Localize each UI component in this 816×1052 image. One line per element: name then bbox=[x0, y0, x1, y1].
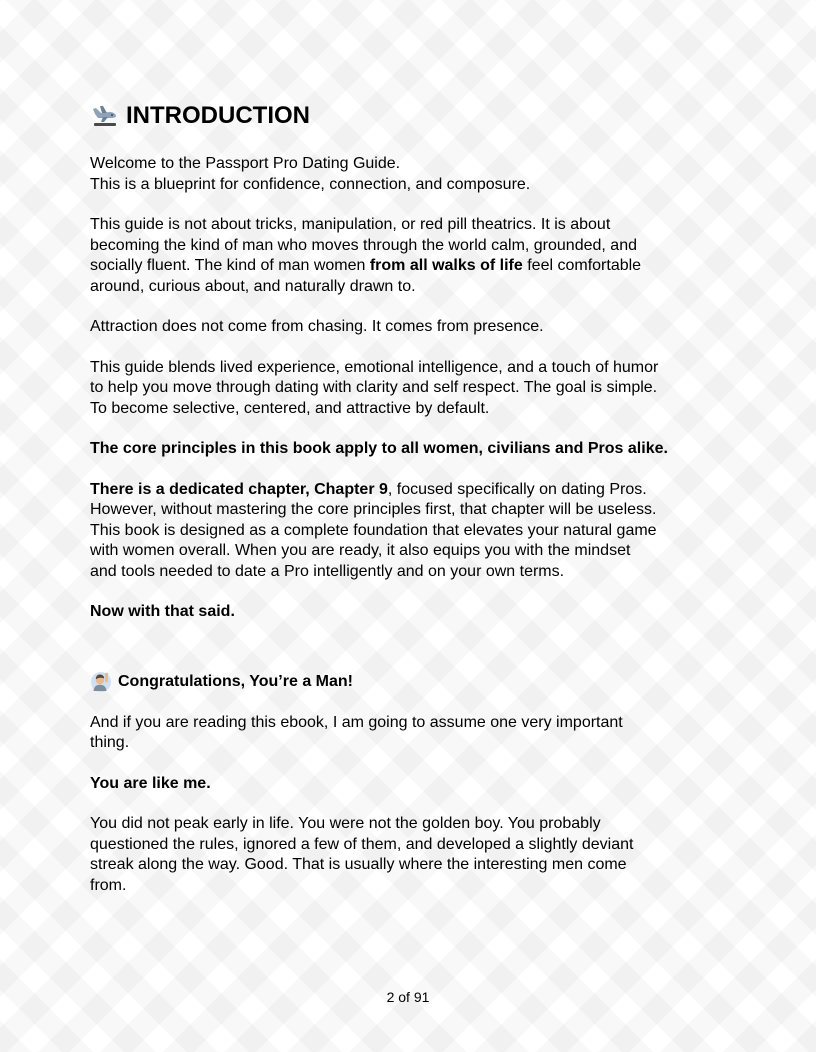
intro-paragraph-core-principles: The core principles in this book apply to all women, civilians and Pros alike. bbox=[90, 440, 668, 457]
intro-paragraph-closing: Now with that said. bbox=[90, 603, 235, 620]
chapter-title: INTRODUCTION bbox=[126, 102, 310, 129]
page-number: 2 of 91 bbox=[386, 989, 430, 1005]
section-title: Congratulations, You’re a Man! bbox=[118, 672, 353, 690]
chapter-heading bbox=[90, 100, 726, 132]
section-paragraph-like-me: You are like me. bbox=[90, 774, 211, 792]
intro-paragraph-attraction: Attraction does not come from chasing. It comes from presence. bbox=[90, 318, 544, 335]
intro-paragraph-chapter-9: There is a dedicated chapter, Chapter 9, focused specifically on dating Pros. However, without mastering the core principles first, that chapter will be useless. This book is designed as a complete foundation that elevates your natural game with women overall. When you are ready, it also equips you with the mindset and tools needed to date a Pro intelligently and on your own terms. bbox=[90, 480, 657, 580]
emphasis-walks-of-life: from all walks of life bbox=[369, 257, 523, 274]
section-paragraph-assumption: And if you are reading this ebook, I am going to assume one very important thing. bbox=[90, 713, 623, 751]
section-heading bbox=[90, 671, 726, 693]
intro-paragraph-welcome: Welcome to the Passport Pro Dating Guide. This is a blueprint for confidence, connection, and composure. bbox=[90, 155, 531, 193]
emphasis-chapter-9: There is a dedicated chapter, Chapter 9 bbox=[90, 480, 388, 498]
intro-paragraph-purpose: This guide is not about tricks, manipulation, or red pill theatrics. It is about becoming the kind of man who moves through the world calm, grounded, and socially fluent. The kind of man women from all walks of life feel comfortable around, curious about, and naturally drawn to. bbox=[90, 216, 642, 295]
section-paragraph-background: You did not peak early in life. You were not the golden boy. You probably questioned the rules, ignored a few of them, and developed a slightly deviant streak along the way. Good. That is usually where the interesting men come from. bbox=[90, 815, 634, 894]
man-raising-hand-icon bbox=[90, 671, 112, 693]
airplane-landing-icon bbox=[90, 103, 120, 129]
intro-paragraph-blend: This guide blends lived experience, emotional intelligence, and a touch of humor to help you move through dating with clarity and self respect. The goal is simple. To become selective, centered, and attractive by default. bbox=[90, 358, 659, 417]
page-content bbox=[90, 100, 726, 916]
